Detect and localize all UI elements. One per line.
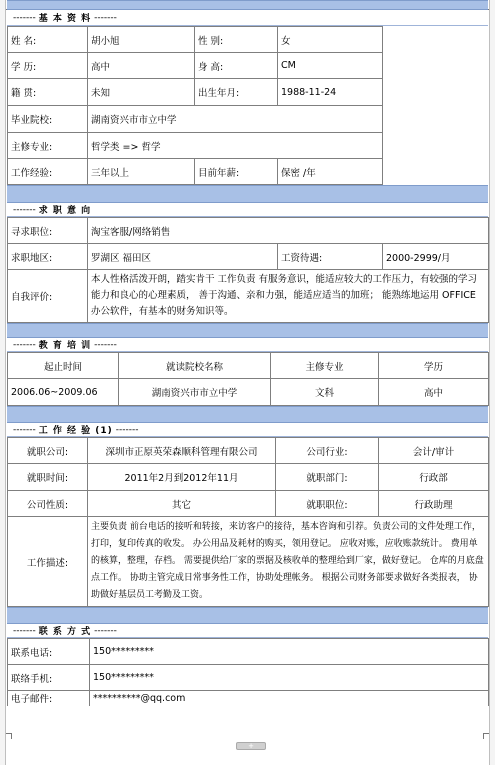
time-value: 2011年2月到2012年11月 — [88, 464, 276, 491]
section-bar — [7, 607, 488, 624]
table-header-row — [8, 353, 489, 379]
position-value: 淘宝客服/网络销售 — [88, 218, 489, 244]
industry-label: 公司行业: — [276, 438, 379, 464]
table-row — [8, 639, 489, 665]
intent-salary-label: 工资待遇: — [278, 244, 383, 270]
section-bar — [7, 406, 488, 423]
edu-degree: 高中 — [379, 379, 489, 406]
school-label: 毕业院校: — [8, 106, 88, 133]
job-value: 行政助理 — [379, 491, 489, 517]
salary-value: 保密 /年 — [278, 159, 383, 185]
birth-value: 1988-11-24 — [278, 79, 383, 106]
basic-title: 基 本 资 料 — [38, 14, 92, 24]
experience-label: 工作经验: — [8, 159, 88, 185]
table-row — [8, 159, 383, 185]
table-row — [8, 438, 489, 464]
column-header: 起止时间 — [8, 353, 119, 379]
table-row — [8, 464, 489, 491]
dept-label: 就职部门: — [276, 464, 379, 491]
contact-table — [7, 638, 489, 706]
table-row — [8, 106, 383, 133]
origin-value: 未知 — [88, 79, 195, 106]
phone-label: 联系电话: — [8, 639, 90, 665]
email-link[interactable]: **********@qq.com — [90, 691, 489, 706]
section-bar — [7, 323, 488, 338]
table-row — [8, 133, 383, 159]
table-row — [8, 691, 489, 706]
edu-major: 文科 — [271, 379, 379, 406]
page-edge-left — [0, 0, 6, 765]
industry-value: 会计/审计 — [379, 438, 489, 464]
nature-label: 公司性质: — [8, 491, 88, 517]
intent-table — [7, 217, 489, 323]
work-table — [7, 437, 489, 607]
experience-value: 三年以上 — [88, 159, 195, 185]
school-value: 湖南资兴市市立中学 — [88, 106, 383, 133]
area-label: 求职地区: — [8, 244, 88, 270]
education-table — [7, 352, 489, 406]
corner-mark — [483, 733, 489, 739]
position-label: 寻求职位: — [8, 218, 88, 244]
nature-value: 其它 — [88, 491, 276, 517]
table-row — [8, 244, 489, 270]
gender-label: 性 别: — [195, 27, 278, 53]
table-row — [8, 53, 383, 79]
name-label: 姓 名: — [8, 27, 88, 53]
edu-period: 2006.06~2009.06 — [8, 379, 119, 406]
column-header: 主修专业 — [271, 353, 379, 379]
section-title-work: ------- 工 作 经 验 (1) ------- — [7, 423, 488, 437]
email-label: 电子邮件: — [8, 691, 90, 706]
section-title-basic: ------- 基 本 资 料 ------- — [7, 10, 488, 26]
education-label: 学 历: — [8, 53, 88, 79]
height-label: 身 高: — [195, 53, 278, 79]
desc-label: 工作描述: — [8, 517, 88, 607]
column-header: 就读院校名称 — [119, 353, 271, 379]
mobile-value: 150********* — [90, 665, 489, 691]
birth-label: 出生年月: — [195, 79, 278, 106]
salary-label: 目前年薪: — [195, 159, 278, 185]
corner-mark — [6, 733, 12, 739]
name-value: 胡小旭 — [88, 27, 195, 53]
work-title: 工 作 经 验 (1) — [38, 426, 113, 436]
page-edge-right — [489, 0, 495, 765]
edu-title: 教 育 培 训 — [38, 341, 92, 351]
mobile-label: 联络手机: — [8, 665, 90, 691]
table-row — [8, 665, 489, 691]
table-row — [8, 27, 383, 53]
gender-value: 女 — [278, 27, 383, 53]
origin-label: 籍 贯: — [8, 79, 88, 106]
education-value: 高中 — [88, 53, 195, 79]
table-row — [8, 491, 489, 517]
table-row — [8, 79, 383, 106]
expand-tab-icon[interactable]: + — [236, 742, 266, 750]
self-value: 本人性格活泼开朗，踏实肯干 工作负责 有服务意识，能适应较大的工作压力，有较强的学习能力和良心的心理素质， 善于沟通、亲和力强，能适应适当的加班； 能熟练地运用 OFFICE 办公软件，有基本的财务知识等。 — [88, 270, 489, 323]
dept-value: 行政部 — [379, 464, 489, 491]
section-title-intent: ------- 求 职 意 向 — [7, 203, 488, 217]
table-row — [8, 270, 489, 323]
section-bar — [7, 0, 488, 10]
table-row — [8, 517, 489, 607]
self-label: 自我评价: — [8, 270, 88, 323]
height-value: CM — [278, 53, 383, 79]
section-title-edu: ------- 教 育 培 训 ------- — [7, 338, 488, 352]
resume-document — [7, 0, 488, 706]
contact-title: 联 系 方 式 — [38, 627, 92, 637]
section-bar — [7, 185, 488, 203]
company-label: 就职公司: — [8, 438, 88, 464]
time-label: 就职时间: — [8, 464, 88, 491]
basic-info-table — [7, 26, 383, 185]
table-row — [8, 218, 489, 244]
section-title-contact: ------- 联 系 方 式 ------- — [7, 624, 488, 638]
column-header: 学历 — [379, 353, 489, 379]
company-value: 深圳市正原英荣森顺科管理有限公司 — [88, 438, 276, 464]
job-label: 就职职位: — [276, 491, 379, 517]
intent-salary-value: 2000-2999/月 — [383, 244, 489, 270]
major-value: 哲学类 => 哲学 — [88, 133, 383, 159]
major-label: 主修专业: — [8, 133, 88, 159]
desc-value: 主要负责 前台电话的接听和转接，来访客户的接待，基本咨询和引荐。负责公司的文件处理工作，打印，复印传真的收发。 办公用品及耗材的购买，领用登记。 应收对账，应收账款统计。 费用单的核算，整理，存档。 需要提供给厂家的票据及核收单的整理给到厂家，做好登记。 仓库的月底盘点工作。 协助主管完成日常事务性工作，协助处理帐务。 根据公司财务部要求做好各类报表， 协助做好基层员工考勤及工资。 — [88, 517, 489, 607]
phone-value: 150********* — [90, 639, 489, 665]
intent-title: 求 职 意 向 — [38, 206, 92, 216]
area-value: 罗湖区 福田区 — [88, 244, 278, 270]
edu-school: 湖南资兴市市立中学 — [119, 379, 271, 406]
table-row — [8, 379, 489, 406]
